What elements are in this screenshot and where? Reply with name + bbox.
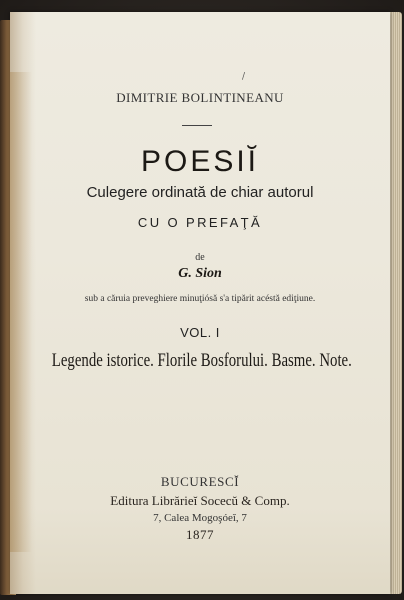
book-subtitle: Culegere ordinată de chiar autorul	[86, 184, 314, 201]
divider-rule	[182, 125, 212, 126]
editor-name: G. Sion	[178, 266, 222, 281]
pencil-mark: /	[242, 72, 246, 82]
by-line: de	[195, 252, 205, 263]
edition-note: sub a căruia preveghiere minuţiósă s'a tipărit acéstă ediţiune.	[84, 294, 316, 304]
publication-year: 1877	[186, 527, 214, 542]
author-name: DIMITRIE BOLINTINEANU	[116, 90, 284, 105]
book-title: POESIĬ	[140, 145, 260, 178]
publication-city: BUCURESCĬ	[160, 474, 240, 489]
title-page	[10, 12, 390, 594]
volume-label: VOL. I	[180, 325, 220, 340]
page-edges	[388, 12, 402, 594]
contents-line: Legende istorice. Florile Bosforului. Basme. Note.	[51, 350, 352, 371]
preface-line: CU O PREFAŢĂ	[137, 215, 263, 230]
publisher-name: Editura Librărieĭ Socecŭ & Comp.	[110, 493, 290, 508]
publisher-address: 7, Calea Mogoşóeĭ, 7	[153, 512, 247, 524]
